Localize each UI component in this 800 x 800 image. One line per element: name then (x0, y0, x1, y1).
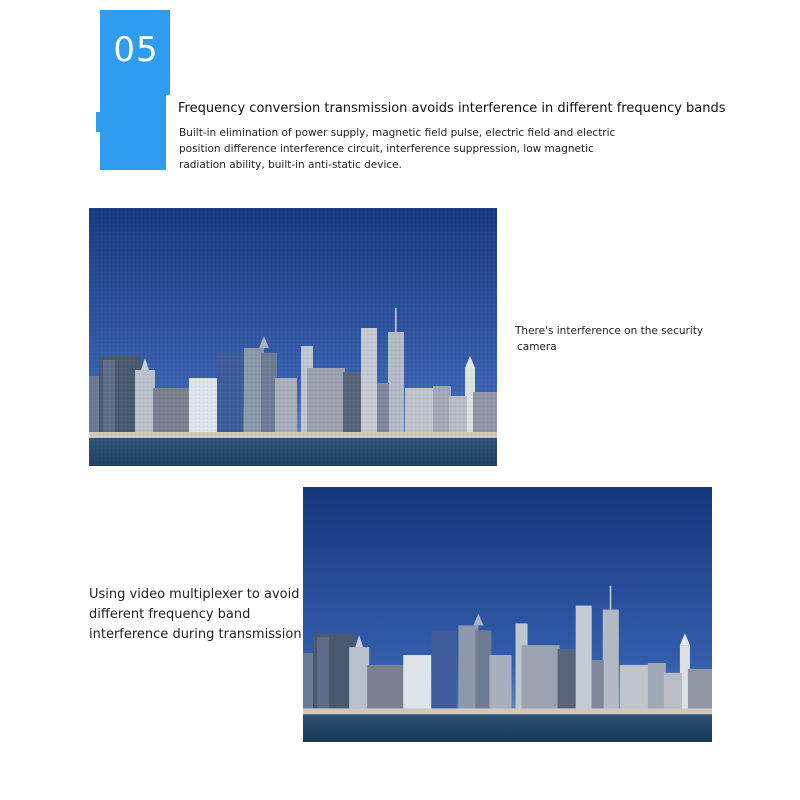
skyline-image (303, 487, 712, 742)
caption-line: There's interference on the security (515, 325, 704, 337)
caption-line: camera (517, 341, 557, 353)
caption-interference (515, 323, 715, 355)
badge-cutout (166, 95, 174, 170)
number-badge (100, 10, 170, 170)
caption-line: interference during transmission (89, 627, 302, 642)
description-line: Built-in elimination of power supply, magnetic field pulse, electric field and electric (179, 127, 616, 139)
skyline-photo-interference (89, 208, 497, 466)
caption-line: Using video multiplexer to avoid (89, 587, 300, 602)
skyline-photo-clean (303, 487, 712, 742)
caption-multiplexer (89, 585, 304, 645)
description-line: radiation ability, built-in anti-static device. (179, 159, 402, 171)
badge-accent (96, 112, 102, 132)
badge-number: 05 (113, 30, 159, 70)
caption-line: different frequency band (89, 607, 251, 622)
skyline-image (89, 208, 497, 466)
section-headline: Frequency conversion transmission avoids interference in different frequency bands (178, 101, 726, 116)
description-line: position difference interference circuit, interference suppression, low magnetic (179, 143, 594, 155)
section-description (179, 125, 619, 173)
